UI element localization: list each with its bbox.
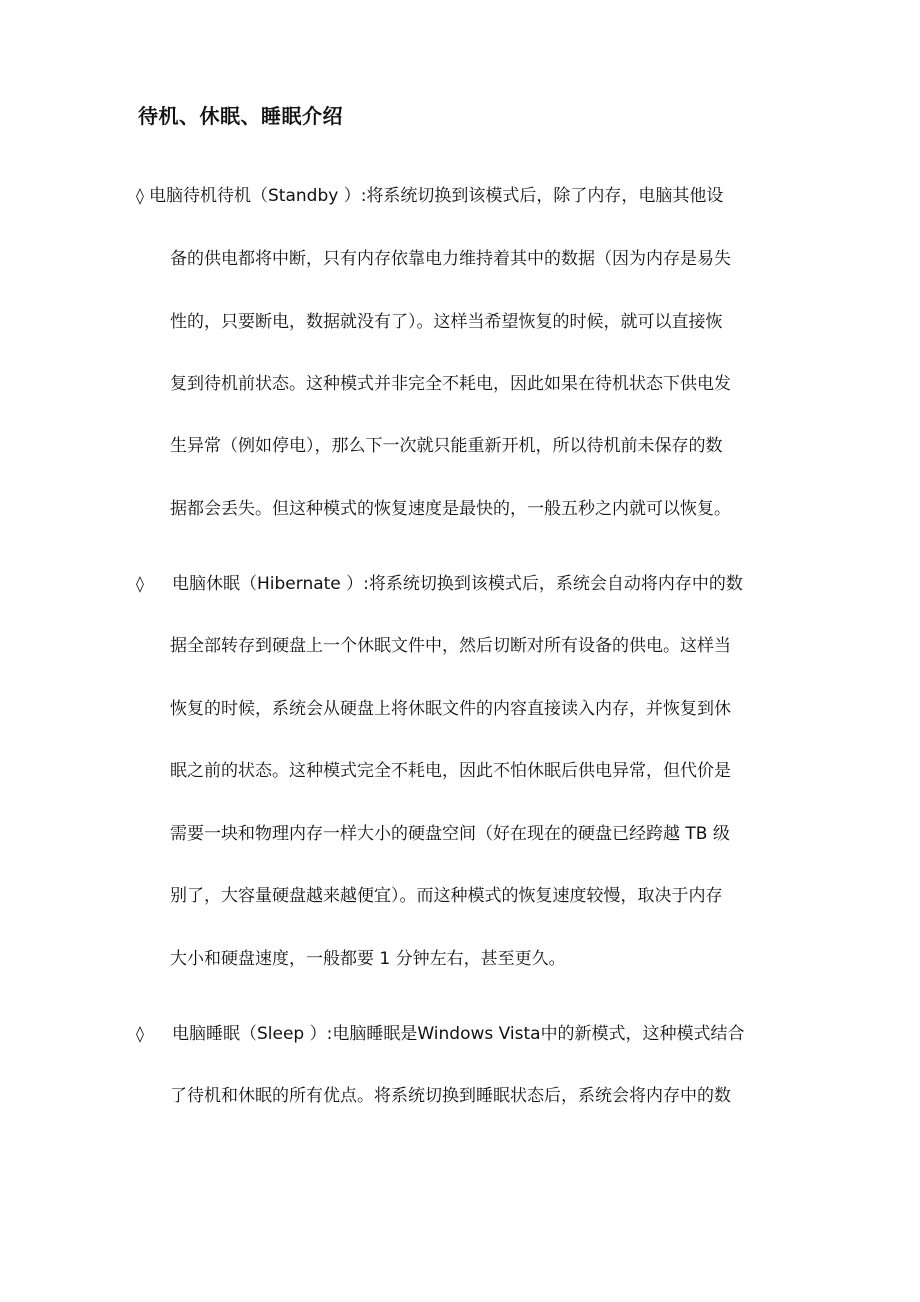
bullet-diamond-icon: ◊ [136,1024,144,1043]
hibernate-paragraph-line: 大小和硬盘速度，一般都要 1 分钟左右，甚至更久。 [170,949,566,969]
standby-paragraph-line: 电脑待机待机（Standby ）:将系统切换到该模式后，除了内存，电脑其他设 [149,186,724,206]
bullet-diamond-icon: ◊ [136,574,144,593]
bullet-diamond-icon: ◊ [136,186,144,205]
hibernate-paragraph-line: 需要一块和物理内存一样大小的硬盘空间（好在现在的硬盘已经跨越 TB 级 [170,824,730,844]
hibernate-paragraph-line: 恢复的时候，系统会从硬盘上将休眠文件的内容直接读入内存，并恢复到休 [170,699,731,719]
document-title: 待机、休眠、睡眠介绍 [138,104,343,128]
standby-paragraph-line: 据都会丢失。但这种模式的恢复速度是最快的，一般五秒之内就可以恢复。 [170,499,731,519]
sleep-paragraph-line: 了待机和休眠的所有优点。将系统切换到睡眠状态后，系统会将内存中的数 [170,1086,731,1106]
hibernate-paragraph-line: 电脑休眠（Hibernate ）:将系统切换到该模式后，系统会自动将内存中的数 [172,574,743,594]
hibernate-paragraph-line: 眠之前的状态。这种模式完全不耗电，因此不怕休眠后供电异常，但代价是 [170,761,731,781]
sleep-paragraph-line: 电脑睡眠（Sleep ）:电脑睡眠是Windows Vista中的新模式，这种模式结合 [172,1024,745,1044]
hibernate-paragraph-line: 别了，大容量硬盘越来越便宜）。而这种模式的恢复速度较慢，取决于内存 [170,886,723,906]
standby-paragraph-line: 生异常（例如停电），那么下一次就只能重新开机，所以待机前未保存的数 [170,436,723,456]
standby-paragraph-line: 复到待机前状态。这种模式并非完全不耗电，因此如果在待机状态下供电发 [170,374,731,394]
standby-paragraph-line: 性的，只要断电，数据就没有了）。这样当希望恢复的时候，就可以直接恢 [170,312,723,332]
hibernate-paragraph-line: 据全部转存到硬盘上一个休眠文件中，然后切断对所有设备的供电。这样当 [170,636,731,656]
standby-paragraph-line: 备的供电都将中断，只有内存依靠电力维持着其中的数据（因为内存是易失 [170,249,731,269]
